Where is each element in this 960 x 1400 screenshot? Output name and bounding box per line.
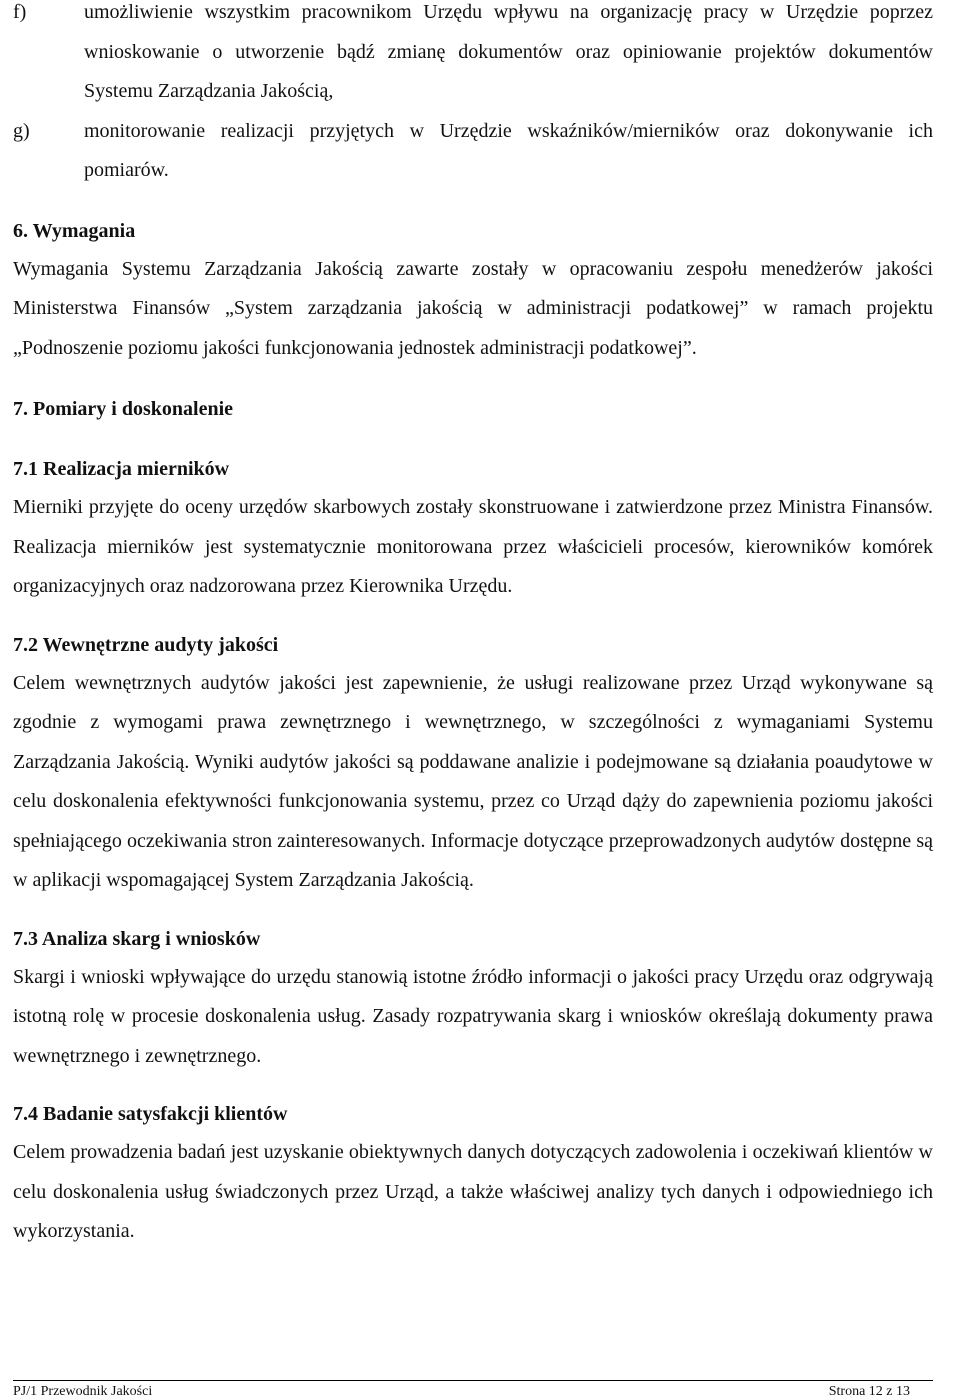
- list-marker: f): [13, 1, 27, 23]
- section-paragraph-7-3: Skargi i wnioski wpływające do urzędu stanowią istotne źródło informacji o jakości pracy Urzędu oraz odgrywają istotną rolę w procesie doskonalenia usług. Zasady rozpatrywania skarg i wniosków określają dokumenty prawa wewnętrznego i zewnętrznego.: [13, 965, 933, 1067]
- footer-divider: [13, 1380, 933, 1381]
- list-marker: g): [13, 119, 30, 142]
- section-paragraph-7-2: Celem wewnętrznych audytów jakości jest zapewnienie, że usługi realizowane przez Urząd wykonywane są zgodnie z wymogami prawa zewnętrznego i wewnętrznego, w szczególności z wymaganiami Systemu Zarządzania Jakością. Wyniki audytów jakości są poddawane analizie i podejmowane są działania poaudytowe w celu doskonalenia efektywności funkcjonowania systemu, przez co Urząd dąży do zapewnienia poziomu jakości spełniającego oczekiwania stron zainteresowanych. Informacje dotyczące przeprowadzonych audytów dostępne są w aplikacji wspomagającej System Zarządzania Jakością.: [13, 671, 933, 891]
- footer-page-number: Strona 12 z 13: [828, 1384, 910, 1399]
- section-paragraph-7-4: Celem prowadzenia badań jest uzyskanie obiektywnych danych dotyczących zadowolenia i oczekiwań klientów w celu doskonalenia usług świadczonych przez Urząd, a także właściwej analizy tych danych i odpowiedniego ich wykorzystania.: [13, 1141, 933, 1242]
- list-item-text: umożliwienie wszystkim pracownikom Urzędu wpływu na organizację pracy w Urzędzie poprzez wnioskowanie o utworzenie bądź zmianę dokumentów oraz opiniowanie projektów dokumentów Systemu Zarządzania Jakością,: [84, 1, 933, 102]
- list-item-g: [13, 112, 933, 191]
- section-paragraph-7-1: Mierniki przyjęte do oceny urzędów skarbowych zostały skonstruowane i zatwierdzone przez Ministra Finansów. Realizacja mierników jest systematycznie monitorowana przez właścicieli procesów, kierowników komórek organizacyjnych oraz nadzorowana przez Kierownika Urzędu.: [13, 496, 933, 597]
- section-paragraph-6: Wymagania Systemu Zarządzania Jakością zawarte zostały w opracowaniu zespołu menedżerów jakości Ministerstwa Finansów „System zarządzania jakością w administracji podatkowej” w ramach projektu „Podnoszenie poziomu jakości funkcjonowania jednostek administracji podatkowej”.: [13, 257, 933, 359]
- section-heading-7-4: 7.4 Badanie satysfakcji klientów: [13, 1103, 288, 1125]
- section-heading-6: 6. Wymagania: [13, 219, 136, 242]
- document-page: [13, 0, 933, 1252]
- section-heading-7-1: 7.1 Realizacja mierników: [13, 458, 230, 480]
- list-item-f: [13, 0, 933, 112]
- section-heading-7-2: 7.2 Wewnętrzne audyty jakości: [13, 633, 279, 656]
- section-heading-7: 7. Pomiary i doskonalenie: [13, 398, 234, 420]
- section-heading-7-3: 7.3 Analiza skarg i wniosków: [13, 927, 261, 950]
- footer-document-title: PJ/1 Przewodnik Jakości: [13, 1384, 153, 1399]
- list-item-text: monitorowanie realizacji przyjętych w Urzędzie wskaźników/mierników oraz dokonywanie ich pomiarów.: [84, 119, 933, 181]
